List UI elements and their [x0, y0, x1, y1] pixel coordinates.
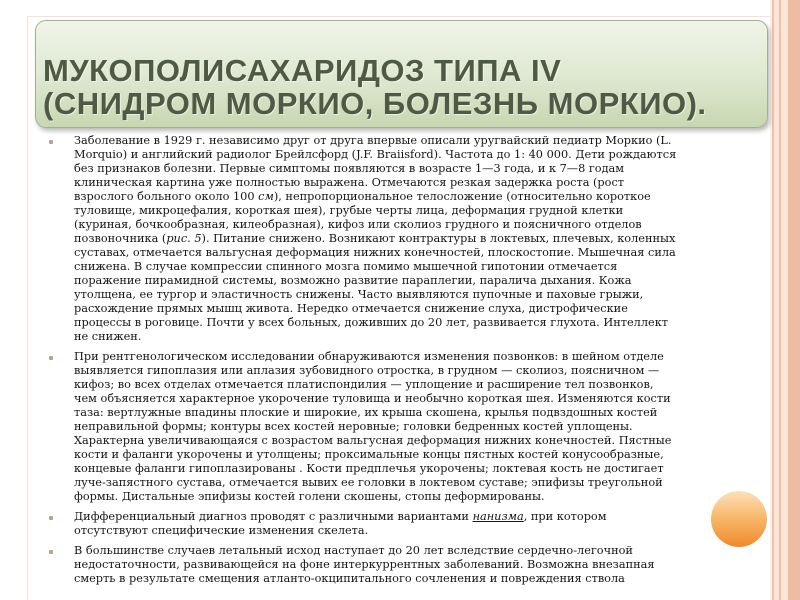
bullet-list — [48, 134, 679, 600]
italic-unit: см — [258, 190, 274, 203]
slide-title-line-2: (СНИДРОМ МОРКИО, БОЛЕЗНЬ МОРКИО). — [43, 86, 707, 121]
bullet-text-segment: Заболевание в 1929 г. независимо друг от друга впервые описали уругвайский педиатр Моркио (L. Morquio) и английский радиолог Брейлсфорд (J.F. Braiisford). Частота до 1: 40 000. Дети рождаются без признаков болезни. Первые симптомы появляются в возрасте 1—3 года, и к 7—8 годам клиническая картина уже полностью выражена. Отмечаются резкая задержка роста (рост взрослого больного около 100 — [74, 134, 677, 203]
bullet-text-segment: Дифференциальный диагноз проводят с различными вариантами — [74, 510, 473, 523]
frame-line-left — [27, 16, 28, 600]
bullet-text — [74, 134, 679, 344]
orange-circle-decoration — [711, 491, 767, 547]
bullet-text-segment: ), непропорциональное телосложение (относительно короткое туловище, микроцефалия, короткая шея), грубые черты лица, деформация грудной клетки (куриная, бочкообразная, килеобразная), кифоз или сколиоз грудного и поясничного отделов позвоночника ( — [74, 190, 651, 245]
bullet-item-differential — [48, 510, 679, 538]
bullet-text-segment: При рентгенологическом исследовании обнаруживаются изменения позвонков: в шейном отделе выявляется гипоплазия или аплазия зубовидного отростка, в грудном — сколиоз, поясничном — кифоз; во всех отделах отмечается платиспондилия — уплощение и расширение тел позвонков, чем объясняется характерное укорочение туловища и необычно короткая шея. Изменяются кости таза: вертлужные впадины плоские и широкие, их крыша скошена, крылья подвздошных костей неправильной формы; контуры всех костей неровные; головки бедренных костей уплощены. Характерна увеличивающаяся с возрастом вальгусная деформация нижних конечностей. Пястные кости и фаланги укорочены и утолщены; проксимальные концы пястных костей конусообразные, концевые фаланги гипоплазированы . Кости предплечья укорочены; локтевая кость не достигает луче-запястного сустава, отмечается вывих ее головки в локтевом суставе; эпифизы треугольной формы. Дистальные эпифизы костей голени скошены, стопы деформированы. — [74, 350, 672, 503]
bullet-marker — [49, 550, 53, 554]
bullet-text — [74, 510, 679, 538]
italic-figure-ref: рис. 5 — [166, 232, 202, 245]
bullet-item-prognosis — [48, 544, 679, 586]
bullet-marker — [49, 516, 53, 520]
slide-title — [43, 54, 707, 120]
frame-line-top — [27, 16, 770, 17]
side-stripe-decoration — [770, 0, 800, 600]
title-box — [35, 20, 768, 128]
bullet-item-history — [48, 134, 679, 344]
bullet-text — [74, 350, 679, 504]
bullet-marker — [49, 140, 53, 144]
bullet-text-segment: В большинстве случаев летальный исход наступает до 20 лет вследствие сердечно-легочной недостаточности, развивающейся на фоне интеркуррентных заболеваний. Возможна внезапная смерть в результате смещения атланто-окципитального сочленения и повреждения ствола — [74, 544, 655, 585]
bullet-item-radiology — [48, 350, 679, 504]
slide-title-line-1: МУКОПОЛИСАХАРИДОЗ ТИПА IV — [43, 53, 562, 88]
bullet-text-segment: , при котором отсутствуют специфические изменения скелета. — [74, 510, 607, 537]
bullet-marker — [49, 356, 53, 360]
bullet-text-segment: ). Питание снижено. Возникают контрактуры в локтевых, плечевых, коленных суставах, отмечается вальгусная деформация нижних конечностей, плоскостопие. Мышечная сила снижена. В случае компрессии спинного мозга помимо мышечной гипотонии отмечается поражение пирамидной системы, возможно развитие параплегии, паралича дыхания. Кожа утолщена, ее тургор и эластичность снижены. Часто выявляются пупочные и паховые грыжи, расхождение прямых мышц живота. Нередко отмечается снижение слуха, дистрофические процессы в роговице. Почти у всех больных, доживших до 20 лет, развивается глухота. Интеллект не снижен. — [74, 232, 676, 343]
term-link-nanism[interactable]: нанизма — [472, 510, 524, 523]
bullet-text — [74, 544, 679, 586]
